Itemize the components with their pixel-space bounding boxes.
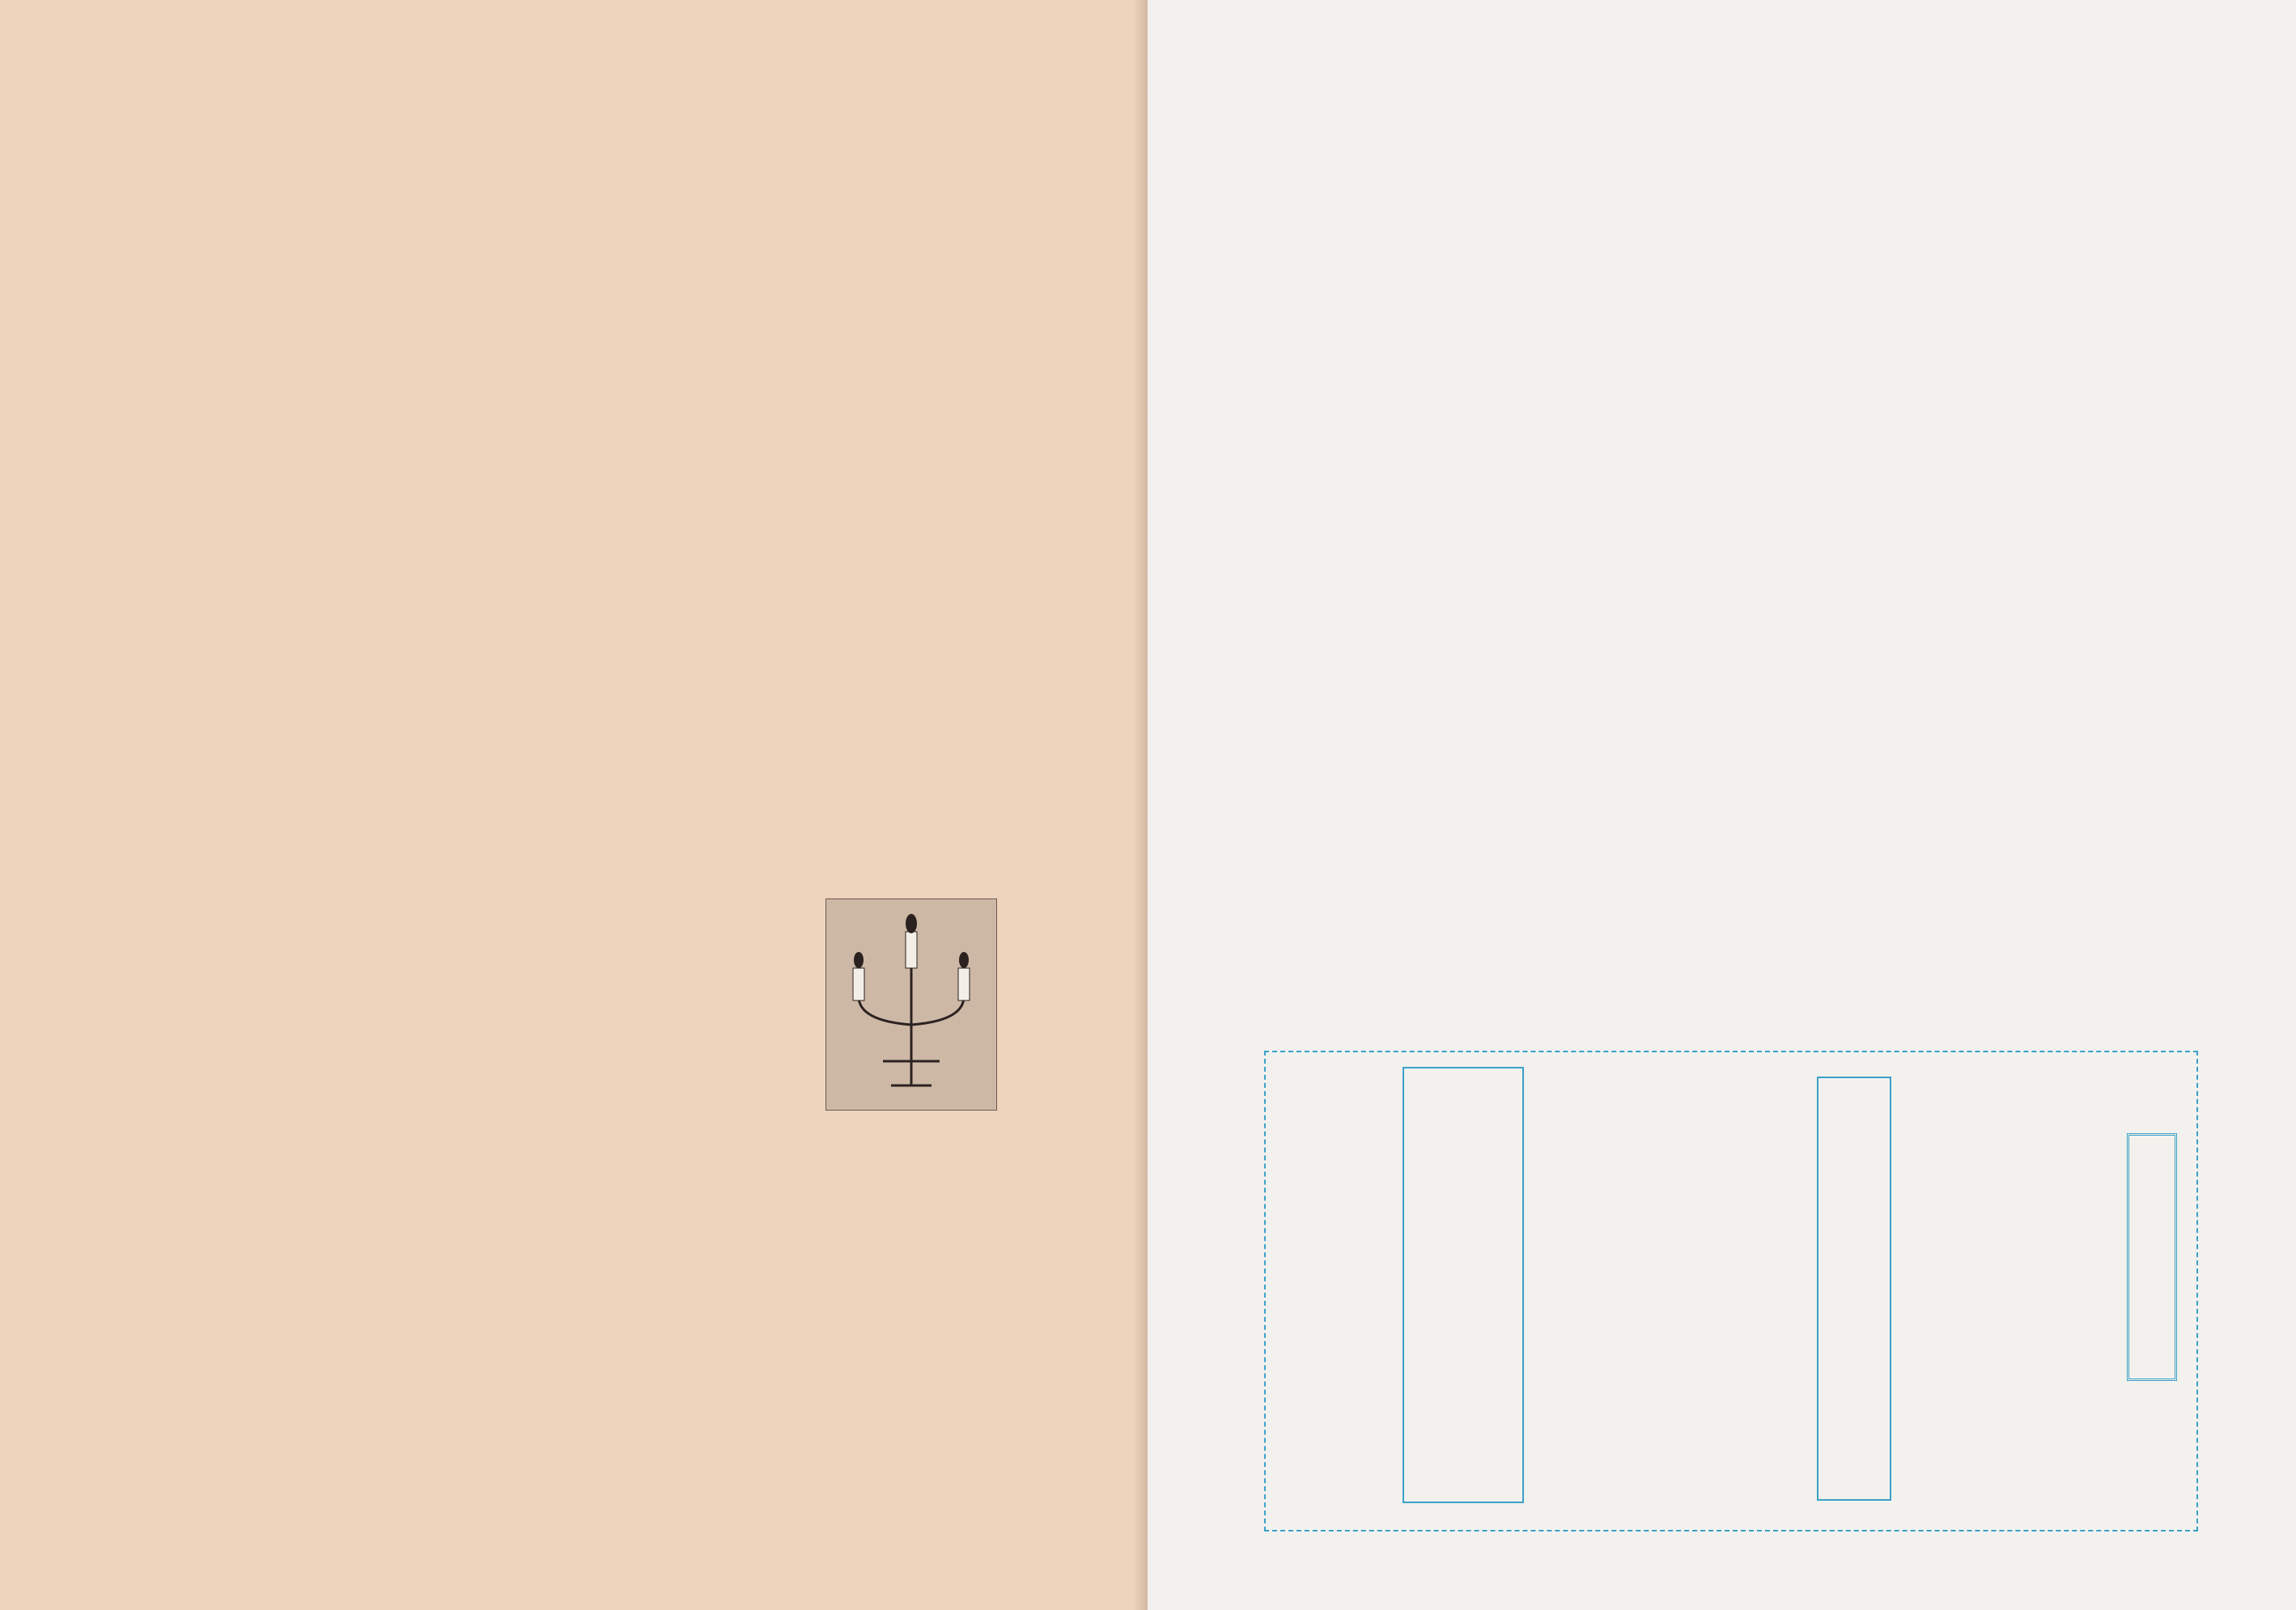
- candelabra-illustration: [825, 898, 997, 1111]
- essay-section-box: [1403, 1067, 1524, 1503]
- gravure-section-box: [1817, 1077, 1891, 1501]
- toc-title-box: [2127, 1133, 2177, 1381]
